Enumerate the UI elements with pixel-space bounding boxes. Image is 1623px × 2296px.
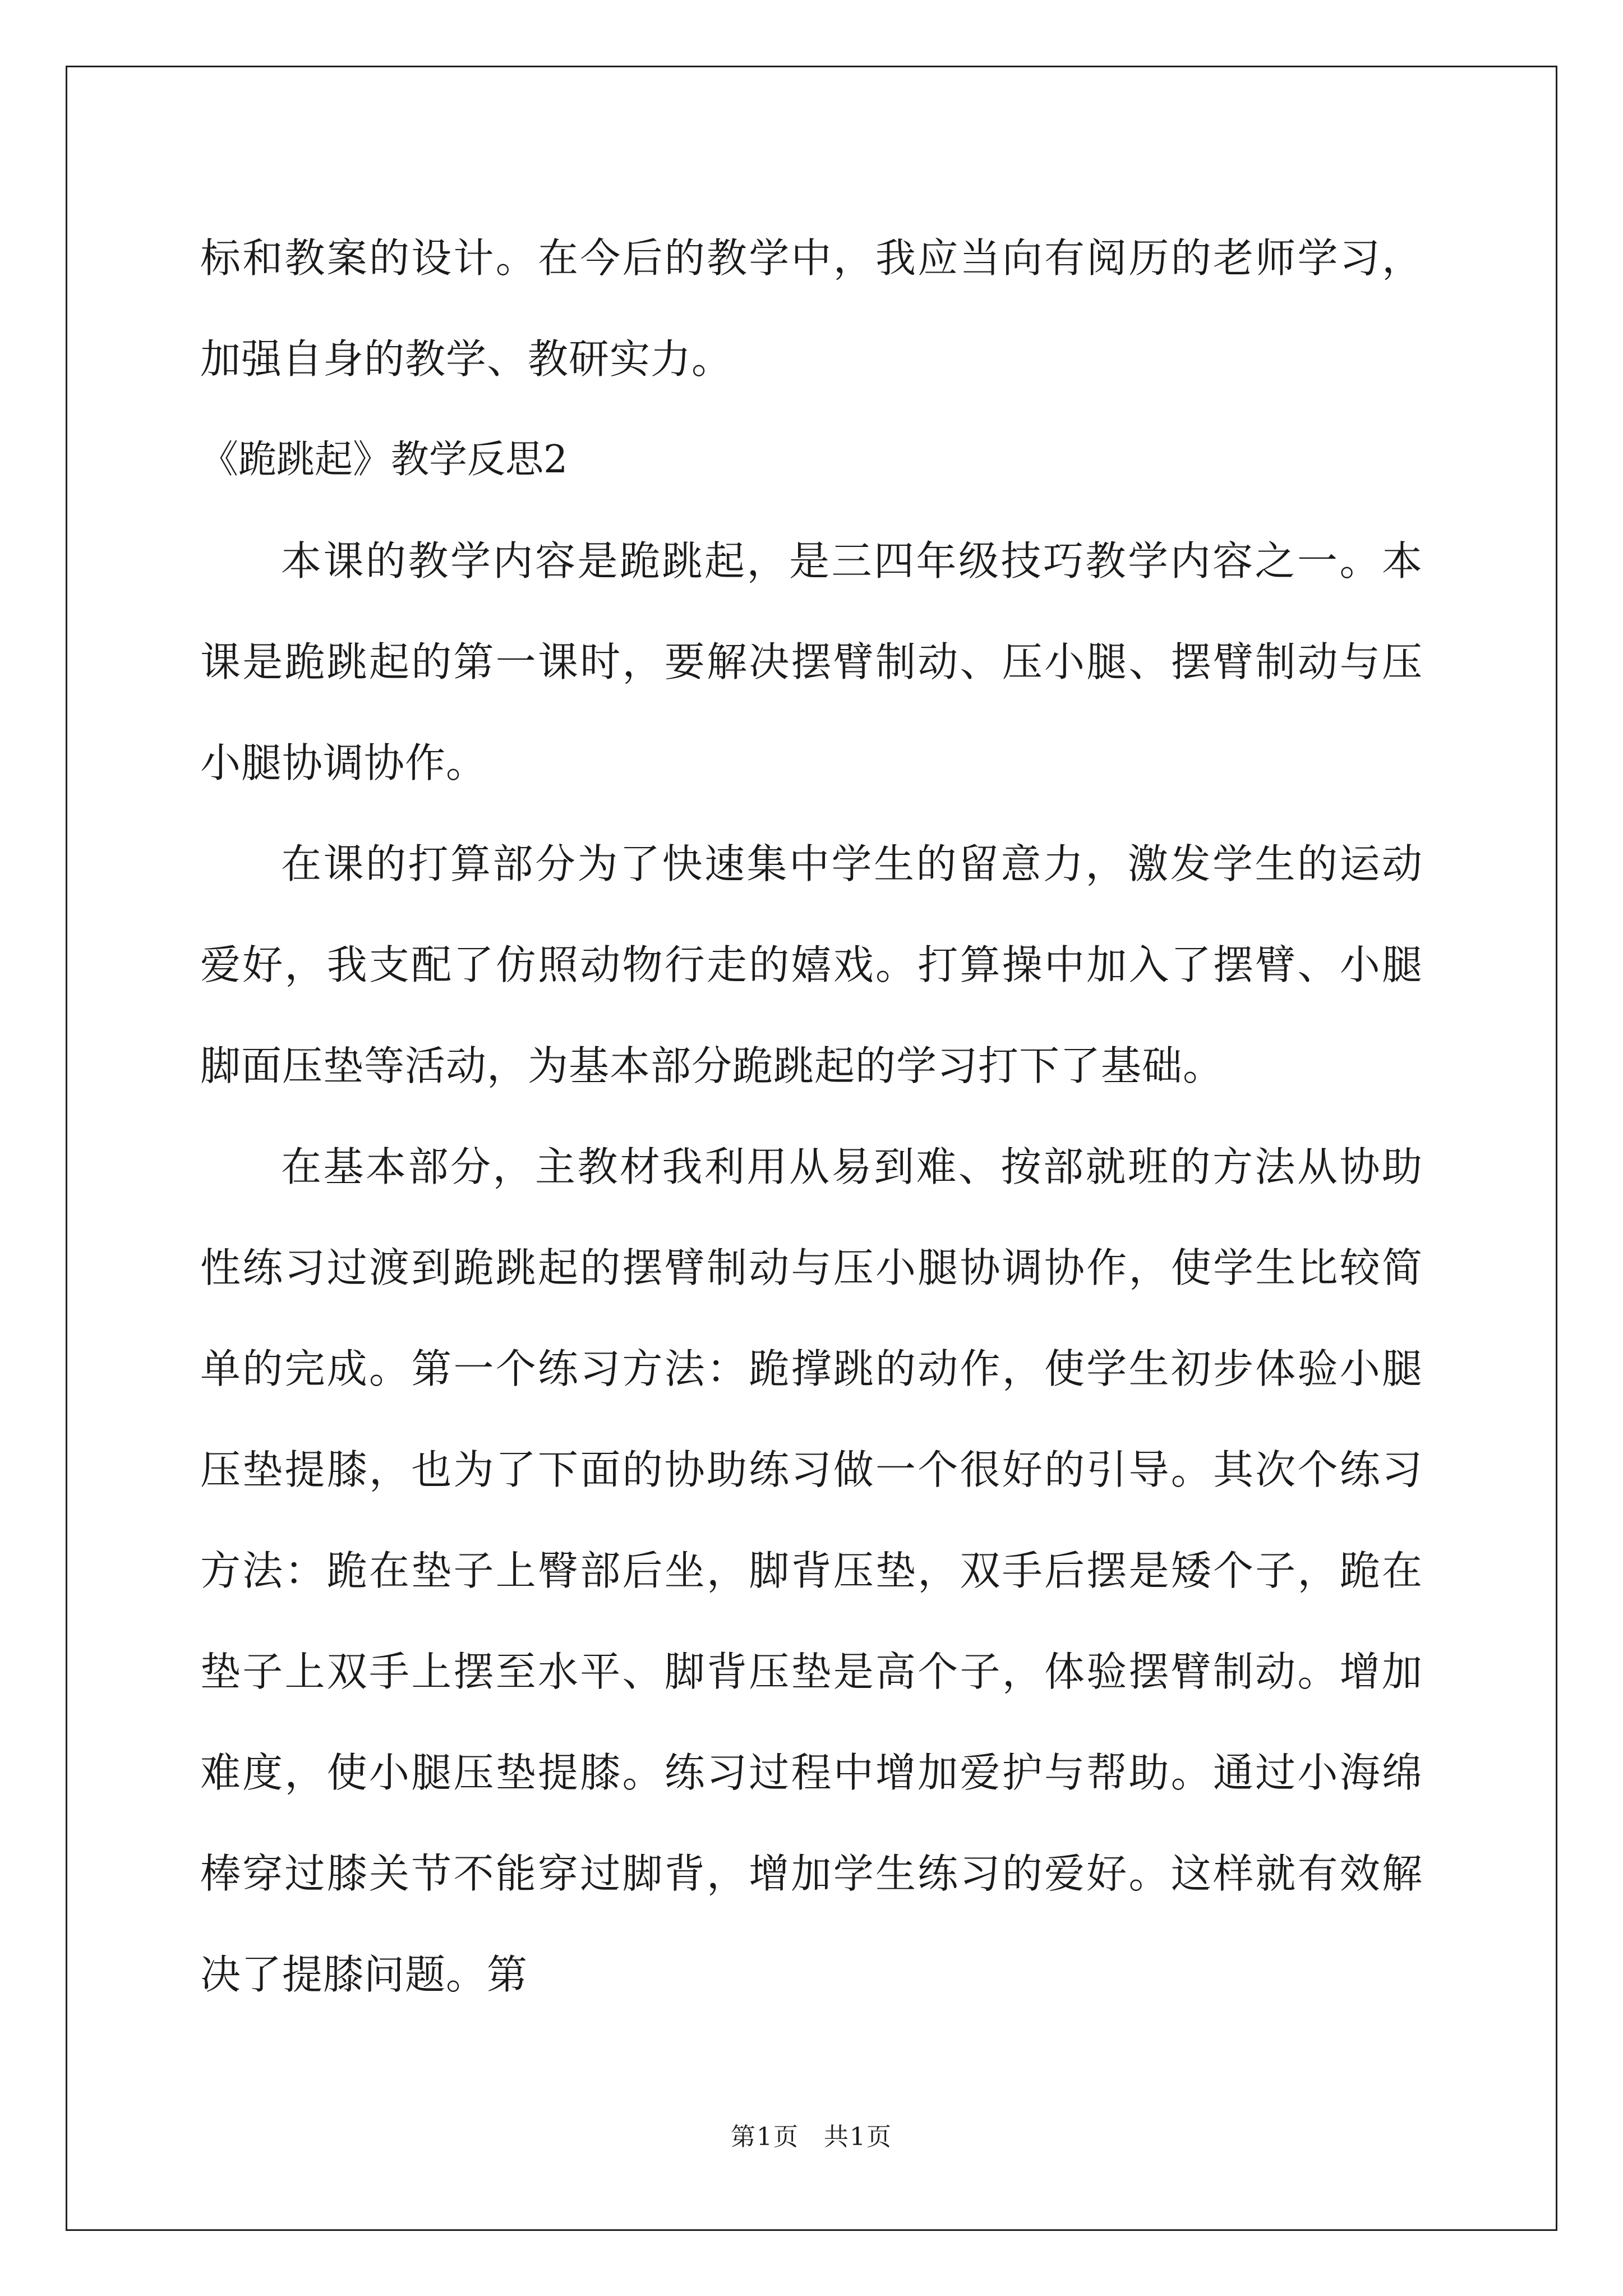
page-footer (0, 2120, 1623, 2154)
paragraph-warmup: 在课的打算部分为了快速集中学生的留意力，激发学生的运动爱好，我支配了仿照动物行走的嬉戏。打算操中加入了摆臂、小腿脚面压垫等活动，为基本部分跪跳起的学习打下了基础。 (200, 840, 1423, 1089)
page-number-total: 共1页 (824, 2123, 892, 2151)
section-heading: 《跪跳起》教学反思2 (200, 438, 568, 482)
paragraph-intro: 本课的教学内容是跪跳起，是三四年级技巧教学内容之一。本课是跪跳起的第一课时，要解决摆臂制动、压小腿、摆臂制动与压小腿协调协作。 (200, 537, 1423, 786)
paragraph-continuation: 标和教案的设计。在今后的教学中，我应当向有阅历的老师学习，加强自身的教学、教研实力。 (200, 234, 1423, 383)
paragraph-main-part: 在基本部分，主教材我利用从易到难、按部就班的方法从协助性练习过渡到跪跳起的摆臂制动与压小腿协调协作，使学生比较简单的完成。第一个练习方法：跪撑跳的动作，使学生初步体验小腿压垫提膝，也为了下面的协助练习做一个很好的引导。其次个练习方法：跪在垫子上臀部后坐，脚背压垫，双手后摆是矮个子，跪在垫子上双手上摆至水平、脚背压垫是高个子，体验摆臂制动。增加难度，使小腿压垫提膝。练习过程中增加爱护与帮助。通过小海绵棒穿过膝关节不能穿过脚背，增加学生练习的爱好。这样就有效解决了提膝问题。第 (200, 1143, 1423, 1998)
document-body (200, 208, 1423, 2025)
page-number-current: 第1页 (731, 2123, 799, 2151)
